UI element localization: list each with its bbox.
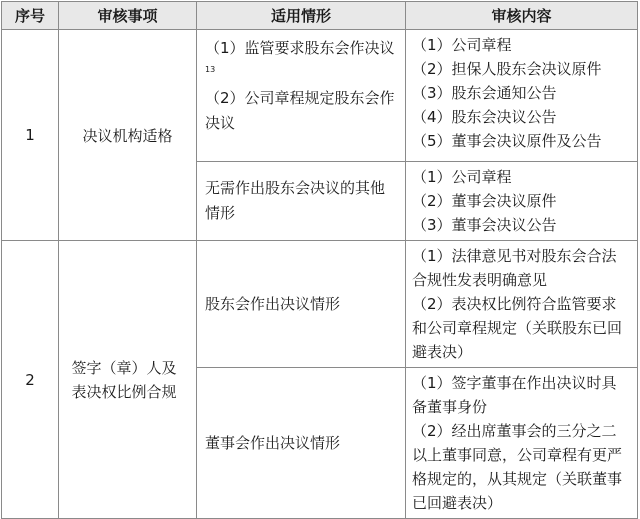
- scenario-line: 股东会作出决议情形: [205, 294, 341, 313]
- table-row: [2, 241, 638, 368]
- header-no: 序号: [2, 2, 59, 30]
- content-line: （1）公司章程: [412, 168, 512, 186]
- row-number: 2: [2, 241, 59, 519]
- content-line: （1）公司章程: [412, 36, 512, 54]
- scenario-line: 董事会作出决议情形: [205, 433, 341, 452]
- content-line: （2）经出席董事会的三分之二以上董事同意，公司章程有更严格规定的，从其规定（关联董事已回避表决）: [412, 422, 623, 512]
- content-line: （3）股东会通知公告: [412, 84, 557, 102]
- footnote-marker: 13: [205, 65, 216, 74]
- content-line: （1）签字董事在作出决议时具备董事身份: [412, 374, 617, 416]
- review-item: 签字（章）人及表决权比例合规: [59, 241, 197, 519]
- content-cell: [406, 368, 638, 519]
- scenario-cell: [197, 162, 406, 241]
- header-row: [2, 2, 638, 30]
- row-number: 1: [2, 30, 59, 241]
- scenario-line: （1）监管要求股东会作决议$^{13}$: [205, 39, 395, 74]
- scenario-line: 无需作出股东会决议的其他情形: [205, 179, 386, 222]
- content-line: （2）担保人股东会决议原件: [412, 60, 602, 78]
- header-scenario: 适用情形: [197, 2, 406, 30]
- header-item: 审核事项: [59, 2, 197, 30]
- review-table: [1, 1, 638, 519]
- scenario-cell: [197, 241, 406, 368]
- content-line: （4）股东会决议公告: [412, 108, 557, 126]
- scenario-line: （2）公司章程规定股东会作决议: [205, 89, 395, 132]
- content-line: （5）董事会决议原件及公告: [412, 132, 602, 150]
- content-cell: [406, 162, 638, 241]
- content-cell: [406, 241, 638, 368]
- content-line: （3）董事会决议公告: [412, 216, 557, 234]
- scenario-cell: [197, 368, 406, 519]
- content-line: （2）表决权比例符合监管要求和公司章程规定（关联股东已回避表决）: [412, 295, 623, 361]
- content-line: （1）法律意见书对股东会合法合规性发表明确意见: [412, 247, 617, 289]
- review-item: 决议机构适格: [59, 30, 197, 241]
- table-row: [2, 30, 638, 162]
- content-line: （2）董事会决议原件: [412, 192, 557, 210]
- scenario-cell: [197, 30, 406, 162]
- content-cell: [406, 30, 638, 162]
- header-content: 审核内容: [406, 2, 638, 30]
